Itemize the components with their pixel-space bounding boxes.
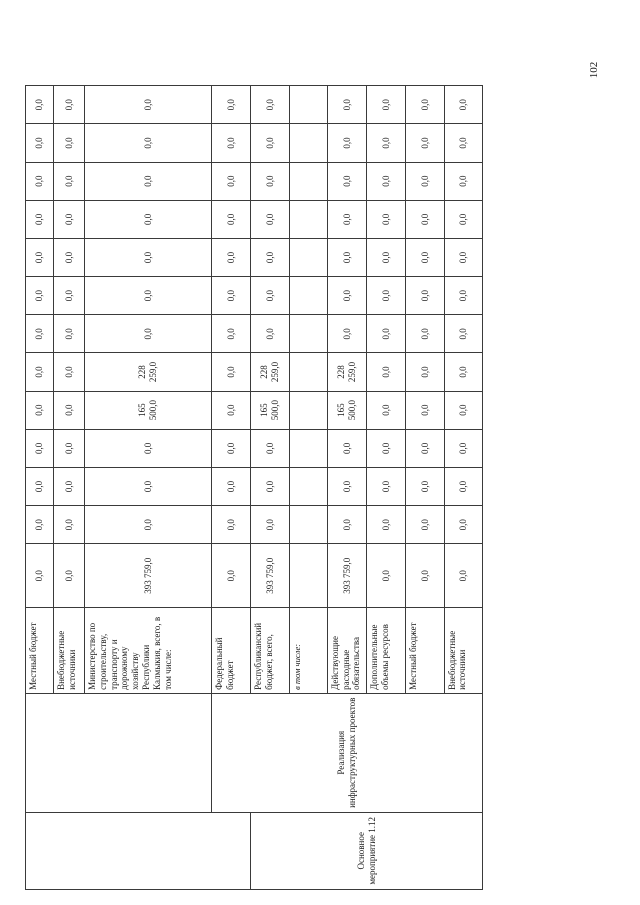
value-cell: 0,0: [406, 200, 444, 238]
value-cell: 0,0: [367, 124, 406, 162]
total-cell: 393 759,0: [327, 544, 366, 608]
event-name-cell: Реализация инфраструктурных проектов: [212, 693, 483, 812]
value-cell: [289, 506, 327, 544]
value-cell: 0,0: [26, 429, 54, 467]
value-cell: 0,0: [367, 277, 406, 315]
value-cell: 0,0: [84, 238, 211, 276]
value-cell: 0,0: [84, 429, 211, 467]
value-cell: 0,0: [327, 467, 366, 505]
value-cell: 0,0: [251, 315, 289, 353]
value-cell: 0,0: [212, 86, 251, 124]
event-name-cell-top: [26, 693, 54, 812]
value-cell: 0,0: [327, 200, 366, 238]
value-cell: 0,0: [406, 238, 444, 276]
value-cell: 0,0: [444, 277, 482, 315]
value-cell: 0,0: [212, 162, 251, 200]
value-cell: 0,0: [251, 124, 289, 162]
event-code-cell-blank: [212, 812, 251, 889]
value-cell: 228 259,0: [327, 353, 366, 391]
value-cell: 0,0: [26, 315, 54, 353]
value-cell: 165 500,0: [327, 391, 366, 429]
value-cell: 0,0: [212, 277, 251, 315]
value-cell: 0,0: [84, 86, 211, 124]
value-cell: 0,0: [406, 506, 444, 544]
value-cell: 0,0: [327, 429, 366, 467]
value-cell: 0,0: [26, 86, 54, 124]
value-cell: [289, 124, 327, 162]
value-cell: 0,0: [53, 238, 84, 276]
value-cell: [289, 353, 327, 391]
value-cell: 0,0: [53, 467, 84, 505]
value-cell: 165 500,0: [84, 391, 211, 429]
value-cell: [289, 467, 327, 505]
value-cell: 0,0: [84, 162, 211, 200]
value-cell: 0,0: [327, 315, 366, 353]
value-cell: 0,0: [53, 506, 84, 544]
value-cell: 0,0: [251, 467, 289, 505]
value-cell: 0,0: [84, 277, 211, 315]
value-cell: 0,0: [444, 315, 482, 353]
value-cell: 0,0: [444, 391, 482, 429]
event-name-cell-blank: [53, 693, 84, 812]
event-name-cell-blank: [84, 693, 211, 812]
value-cell: [289, 200, 327, 238]
value-cell: 0,0: [212, 315, 251, 353]
value-cell: 0,0: [53, 353, 84, 391]
value-cell: 0,0: [327, 277, 366, 315]
value-cell: 0,0: [367, 162, 406, 200]
value-cell: 0,0: [327, 506, 366, 544]
value-cell: 0,0: [26, 353, 54, 391]
value-cell: 0,0: [84, 124, 211, 162]
value-cell: 0,0: [26, 124, 54, 162]
table-row: [212, 86, 251, 890]
value-cell: 0,0: [212, 391, 251, 429]
value-cell: 0,0: [251, 86, 289, 124]
value-cell: 0,0: [327, 238, 366, 276]
value-cell: 0,0: [327, 124, 366, 162]
value-cell: 0,0: [444, 506, 482, 544]
value-cell: 0,0: [367, 200, 406, 238]
total-cell: 393 759,0: [251, 544, 289, 608]
value-cell: 0,0: [367, 315, 406, 353]
value-cell: 0,0: [251, 506, 289, 544]
value-cell: [289, 391, 327, 429]
table-row: [26, 86, 54, 890]
value-cell: 0,0: [406, 467, 444, 505]
value-cell: [289, 277, 327, 315]
value-cell: 0,0: [251, 238, 289, 276]
source-cell: Внебюджетные источники: [444, 608, 482, 694]
value-cell: 0,0: [212, 124, 251, 162]
total-cell: 0,0: [406, 544, 444, 608]
source-cell: Внебюджетные источники: [53, 608, 84, 694]
value-cell: 0,0: [26, 467, 54, 505]
value-cell: 0,0: [53, 86, 84, 124]
value-cell: 0,0: [251, 277, 289, 315]
value-cell: 0,0: [26, 238, 54, 276]
value-cell: 0,0: [212, 353, 251, 391]
value-cell: 0,0: [212, 238, 251, 276]
budget-table: [25, 85, 483, 890]
value-cell: 0,0: [406, 162, 444, 200]
value-cell: 0,0: [53, 315, 84, 353]
page-number: 102: [588, 61, 600, 79]
value-cell: 0,0: [367, 391, 406, 429]
value-cell: [289, 162, 327, 200]
value-cell: 0,0: [444, 162, 482, 200]
total-cell: [289, 544, 327, 608]
total-cell: 0,0: [444, 544, 482, 608]
value-cell: 0,0: [444, 353, 482, 391]
value-cell: 0,0: [444, 238, 482, 276]
value-cell: 0,0: [367, 238, 406, 276]
event-code-cell-blank: [53, 812, 84, 889]
value-cell: 0,0: [367, 429, 406, 467]
value-cell: 0,0: [444, 124, 482, 162]
value-cell: 165 500,0: [251, 391, 289, 429]
total-cell: 0,0: [367, 544, 406, 608]
table-row: [84, 86, 211, 890]
value-cell: 228 259,0: [84, 353, 211, 391]
total-cell: 0,0: [26, 544, 54, 608]
value-cell: 0,0: [367, 467, 406, 505]
value-cell: 0,0: [53, 429, 84, 467]
value-cell: 0,0: [84, 200, 211, 238]
total-cell: 393 759,0: [84, 544, 211, 608]
value-cell: 0,0: [251, 200, 289, 238]
total-cell: 0,0: [212, 544, 251, 608]
value-cell: 0,0: [53, 200, 84, 238]
source-cell: Министерство по строительству, транспорту и дорожному хозяйству Республики Калмыкия, всего, в том числе:: [84, 608, 211, 694]
value-cell: 0,0: [84, 467, 211, 505]
value-cell: 0,0: [26, 506, 54, 544]
source-cell: Местный бюджет: [406, 608, 444, 694]
value-cell: 0,0: [212, 506, 251, 544]
value-cell: 0,0: [212, 467, 251, 505]
value-cell: 0,0: [53, 391, 84, 429]
value-cell: [289, 315, 327, 353]
value-cell: 0,0: [406, 391, 444, 429]
value-cell: 0,0: [53, 162, 84, 200]
source-cell: Местный бюджет: [26, 608, 54, 694]
value-cell: 0,0: [406, 315, 444, 353]
value-cell: 0,0: [327, 86, 366, 124]
source-cell: Федеральный бюджет: [212, 608, 251, 694]
value-cell: 0,0: [367, 353, 406, 391]
value-cell: 0,0: [406, 429, 444, 467]
value-cell: 0,0: [367, 86, 406, 124]
value-cell: [289, 429, 327, 467]
value-cell: 0,0: [251, 162, 289, 200]
value-cell: 0,0: [53, 124, 84, 162]
value-cell: 0,0: [212, 200, 251, 238]
value-cell: 0,0: [84, 315, 211, 353]
value-cell: 0,0: [367, 506, 406, 544]
value-cell: 0,0: [444, 467, 482, 505]
table-row: [53, 86, 84, 890]
value-cell: 0,0: [327, 162, 366, 200]
value-cell: 0,0: [406, 86, 444, 124]
value-cell: 0,0: [26, 200, 54, 238]
event-code-cell-blank: [84, 812, 211, 889]
source-cell-italic: в том числе:: [289, 608, 327, 694]
value-cell: 0,0: [53, 277, 84, 315]
value-cell: 0,0: [406, 353, 444, 391]
value-cell: 0,0: [444, 200, 482, 238]
source-cell: Дополнительные объемы ресурсов: [367, 608, 406, 694]
value-cell: [289, 238, 327, 276]
event-code-cell-top: [26, 812, 54, 889]
value-cell: [289, 86, 327, 124]
value-cell: 0,0: [26, 277, 54, 315]
value-cell: 0,0: [406, 124, 444, 162]
value-cell: 0,0: [251, 429, 289, 467]
budget-table-rotated: [25, 85, 483, 890]
event-code-cell: Основное мероприятие 1.12: [251, 812, 483, 889]
value-cell: 228 259,0: [251, 353, 289, 391]
source-cell: Республиканский бюджет, всего,: [251, 608, 289, 694]
source-cell: Действующие расходные обязательства: [327, 608, 366, 694]
value-cell: 0,0: [212, 429, 251, 467]
value-cell: 0,0: [444, 86, 482, 124]
value-cell: 0,0: [444, 429, 482, 467]
value-cell: 0,0: [84, 506, 211, 544]
value-cell: 0,0: [26, 162, 54, 200]
value-cell: 0,0: [406, 277, 444, 315]
total-cell: 0,0: [53, 544, 84, 608]
value-cell: 0,0: [26, 391, 54, 429]
